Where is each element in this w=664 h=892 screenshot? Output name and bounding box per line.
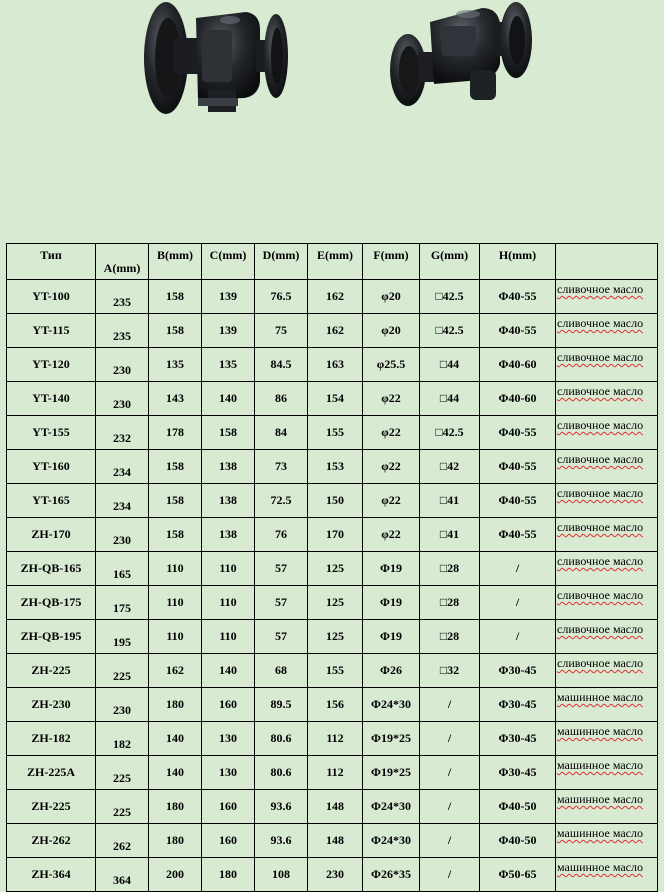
- cell-e: 162: [308, 314, 363, 348]
- table-row: [7, 858, 658, 892]
- cell-e: 148: [308, 824, 363, 858]
- cell-d: 76.5: [255, 280, 308, 314]
- cell-a: 232: [96, 416, 149, 450]
- product-photos: [0, 0, 664, 243]
- cell-a: 262: [96, 824, 149, 858]
- cell-c: 139: [202, 314, 255, 348]
- cell-b: 140: [149, 756, 202, 790]
- cell-f: φ22: [363, 382, 420, 416]
- header-d: D(mm): [255, 244, 308, 280]
- header-b: B(mm): [149, 244, 202, 280]
- header-f: F(mm): [363, 244, 420, 280]
- cell-b: 158: [149, 314, 202, 348]
- cell-f: Φ19: [363, 586, 420, 620]
- cell-g: □42.5: [420, 314, 480, 348]
- cell-type: ZH-170: [7, 518, 96, 552]
- cell-b: 178: [149, 416, 202, 450]
- cell-g: /: [420, 756, 480, 790]
- header-e: E(mm): [308, 244, 363, 280]
- table-row: [7, 348, 658, 382]
- cell-a: 234: [96, 484, 149, 518]
- cell-h: Φ40-50: [480, 824, 556, 858]
- cell-g: □41: [420, 484, 480, 518]
- table-row: [7, 688, 658, 722]
- cell-d: 75: [255, 314, 308, 348]
- cell-lubricant: [556, 824, 658, 858]
- lubricant-text: сливочное масло: [557, 486, 644, 500]
- cell-e: 163: [308, 348, 363, 382]
- cell-c: 130: [202, 756, 255, 790]
- cell-h: /: [480, 552, 556, 586]
- lubricant-text: сливочное масло: [557, 656, 644, 670]
- cell-e: 162: [308, 280, 363, 314]
- cell-h: Φ30-45: [480, 722, 556, 756]
- cell-lubricant: [556, 756, 658, 790]
- lubricant-text: сливочное масло: [557, 588, 644, 602]
- cell-a: 182: [96, 722, 149, 756]
- cell-a: 230: [96, 688, 149, 722]
- cell-lubricant: [556, 484, 658, 518]
- pump-photo-left: [138, 0, 298, 124]
- cell-e: 125: [308, 620, 363, 654]
- cell-b: 110: [149, 552, 202, 586]
- cell-c: 160: [202, 790, 255, 824]
- table-row: [7, 314, 658, 348]
- cell-type: ZH-364: [7, 858, 96, 892]
- cell-e: 125: [308, 586, 363, 620]
- cell-a: 175: [96, 586, 149, 620]
- cell-type: YT-115: [7, 314, 96, 348]
- cell-g: □32: [420, 654, 480, 688]
- cell-d: 93.6: [255, 824, 308, 858]
- cell-h: Φ40-55: [480, 314, 556, 348]
- lubricant-text: машинное масло: [557, 792, 643, 806]
- lubricant-text: сливочное масло: [557, 418, 644, 432]
- table-row: [7, 518, 658, 552]
- cell-a: 195: [96, 620, 149, 654]
- cell-g: /: [420, 858, 480, 892]
- lubricant-text: сливочное масло: [557, 622, 644, 636]
- cell-f: Φ26: [363, 654, 420, 688]
- cell-g: □42.5: [420, 416, 480, 450]
- table-row: [7, 416, 658, 450]
- cell-lubricant: [556, 858, 658, 892]
- cell-a: 165: [96, 552, 149, 586]
- cell-c: 110: [202, 620, 255, 654]
- cell-h: Φ30-45: [480, 688, 556, 722]
- cell-type: ZH-QB-165: [7, 552, 96, 586]
- cell-f: φ22: [363, 450, 420, 484]
- cell-b: 158: [149, 518, 202, 552]
- cell-type: ZH-182: [7, 722, 96, 756]
- cell-b: 180: [149, 688, 202, 722]
- cell-type: YT-100: [7, 280, 96, 314]
- cell-d: 72.5: [255, 484, 308, 518]
- cell-lubricant: [556, 314, 658, 348]
- cell-d: 57: [255, 586, 308, 620]
- cell-type: YT-120: [7, 348, 96, 382]
- cell-lubricant: [556, 552, 658, 586]
- cell-type: ZH-225: [7, 654, 96, 688]
- cell-type: YT-140: [7, 382, 96, 416]
- cell-lubricant: [556, 654, 658, 688]
- cell-b: 135: [149, 348, 202, 382]
- cell-b: 110: [149, 586, 202, 620]
- cell-a: 364: [96, 858, 149, 892]
- table-row: [7, 620, 658, 654]
- cell-e: 154: [308, 382, 363, 416]
- cell-a: 230: [96, 348, 149, 382]
- cell-h: Φ40-55: [480, 518, 556, 552]
- cell-a: 234: [96, 450, 149, 484]
- cell-g: □42: [420, 450, 480, 484]
- table-header-row: [7, 244, 658, 280]
- cell-f: φ20: [363, 280, 420, 314]
- cell-h: Φ50-65: [480, 858, 556, 892]
- cell-h: Φ40-60: [480, 348, 556, 382]
- cell-g: □41: [420, 518, 480, 552]
- cell-a: 235: [96, 280, 149, 314]
- table-row: [7, 790, 658, 824]
- cell-g: □28: [420, 586, 480, 620]
- pump-photo-right: [382, 0, 538, 112]
- cell-h: Φ30-45: [480, 654, 556, 688]
- lubricant-text: сливочное масло: [557, 452, 644, 466]
- cell-h: /: [480, 620, 556, 654]
- cell-c: 110: [202, 586, 255, 620]
- cell-d: 80.6: [255, 722, 308, 756]
- header-type: Тип: [7, 244, 96, 280]
- cell-type: YT-160: [7, 450, 96, 484]
- cell-h: Φ40-60: [480, 382, 556, 416]
- table-row: [7, 382, 658, 416]
- cell-f: Φ19*25: [363, 756, 420, 790]
- cell-lubricant: [556, 722, 658, 756]
- cell-c: 180: [202, 858, 255, 892]
- lubricant-text: сливочное масло: [557, 554, 644, 568]
- cell-c: 110: [202, 552, 255, 586]
- cell-lubricant: [556, 450, 658, 484]
- cell-e: 153: [308, 450, 363, 484]
- cell-type: ZH-230: [7, 688, 96, 722]
- cell-f: Φ24*30: [363, 824, 420, 858]
- cell-c: 160: [202, 824, 255, 858]
- cell-d: 80.6: [255, 756, 308, 790]
- cell-f: φ22: [363, 416, 420, 450]
- cell-a: 230: [96, 382, 149, 416]
- cell-h: Φ40-50: [480, 790, 556, 824]
- lubricant-text: сливочное масло: [557, 520, 644, 534]
- table-row: [7, 824, 658, 858]
- cell-h: Φ40-55: [480, 450, 556, 484]
- cell-a: 230: [96, 518, 149, 552]
- cell-f: Φ19: [363, 552, 420, 586]
- cell-d: 93.6: [255, 790, 308, 824]
- spec-table: [6, 243, 658, 892]
- cell-g: □44: [420, 348, 480, 382]
- header-g: G(mm): [420, 244, 480, 280]
- cell-f: φ22: [363, 518, 420, 552]
- cell-a: 225: [96, 790, 149, 824]
- cell-c: 139: [202, 280, 255, 314]
- cell-c: 138: [202, 450, 255, 484]
- cell-lubricant: [556, 586, 658, 620]
- lubricant-text: сливочное масло: [557, 316, 644, 330]
- cell-g: /: [420, 722, 480, 756]
- table-row: [7, 654, 658, 688]
- cell-e: 148: [308, 790, 363, 824]
- lubricant-text: машинное масло: [557, 758, 643, 772]
- cell-b: 158: [149, 450, 202, 484]
- cell-e: 230: [308, 858, 363, 892]
- cell-h: Φ40-55: [480, 416, 556, 450]
- cell-lubricant: [556, 790, 658, 824]
- cell-c: 130: [202, 722, 255, 756]
- table-row: [7, 722, 658, 756]
- lubricant-text: сливочное масло: [557, 350, 644, 364]
- cell-g: □28: [420, 552, 480, 586]
- cell-lubricant: [556, 620, 658, 654]
- cell-b: 180: [149, 790, 202, 824]
- cell-f: Φ24*30: [363, 790, 420, 824]
- cell-c: 160: [202, 688, 255, 722]
- cell-b: 200: [149, 858, 202, 892]
- cell-g: /: [420, 688, 480, 722]
- cell-f: Φ26*35: [363, 858, 420, 892]
- cell-c: 158: [202, 416, 255, 450]
- table-row: [7, 552, 658, 586]
- lubricant-text: машинное масло: [557, 826, 643, 840]
- cell-f: φ22: [363, 484, 420, 518]
- cell-e: 155: [308, 654, 363, 688]
- cell-e: 170: [308, 518, 363, 552]
- cell-g: /: [420, 790, 480, 824]
- cell-f: φ25.5: [363, 348, 420, 382]
- cell-c: 138: [202, 518, 255, 552]
- cell-a: 225: [96, 654, 149, 688]
- cell-b: 180: [149, 824, 202, 858]
- table-row: [7, 756, 658, 790]
- cell-g: □28: [420, 620, 480, 654]
- cell-f: Φ24*30: [363, 688, 420, 722]
- cell-b: 158: [149, 280, 202, 314]
- cell-f: Φ19*25: [363, 722, 420, 756]
- cell-type: ZH-262: [7, 824, 96, 858]
- cell-lubricant: [556, 688, 658, 722]
- table-row: [7, 586, 658, 620]
- cell-e: 155: [308, 416, 363, 450]
- cell-d: 68: [255, 654, 308, 688]
- cell-c: 135: [202, 348, 255, 382]
- cell-d: 76: [255, 518, 308, 552]
- table-row: [7, 484, 658, 518]
- cell-b: 158: [149, 484, 202, 518]
- cell-c: 140: [202, 654, 255, 688]
- cell-d: 84.5: [255, 348, 308, 382]
- cell-b: 140: [149, 722, 202, 756]
- cell-b: 162: [149, 654, 202, 688]
- cell-lubricant: [556, 416, 658, 450]
- cell-lubricant: [556, 280, 658, 314]
- cell-b: 110: [149, 620, 202, 654]
- cell-c: 138: [202, 484, 255, 518]
- lubricant-text: сливочное масло: [557, 384, 644, 398]
- cell-d: 86: [255, 382, 308, 416]
- cell-a: 235: [96, 314, 149, 348]
- lubricant-text: машинное масло: [557, 860, 643, 874]
- header-c: C(mm): [202, 244, 255, 280]
- lubricant-text: машинное масло: [557, 690, 643, 704]
- cell-type: ZH-QB-195: [7, 620, 96, 654]
- cell-d: 84: [255, 416, 308, 450]
- cell-e: 112: [308, 756, 363, 790]
- cell-h: /: [480, 586, 556, 620]
- cell-d: 108: [255, 858, 308, 892]
- cell-d: 57: [255, 620, 308, 654]
- cell-a: 225: [96, 756, 149, 790]
- cell-g: □44: [420, 382, 480, 416]
- table-row: [7, 450, 658, 484]
- cell-h: Φ40-55: [480, 484, 556, 518]
- lubricant-text: машинное масло: [557, 724, 643, 738]
- lubricant-text: сливочное масло: [557, 282, 644, 296]
- header-lubricant: [556, 244, 658, 280]
- cell-type: ZH-225: [7, 790, 96, 824]
- cell-d: 57: [255, 552, 308, 586]
- cell-e: 150: [308, 484, 363, 518]
- cell-e: 125: [308, 552, 363, 586]
- cell-lubricant: [556, 348, 658, 382]
- cell-g: □42.5: [420, 280, 480, 314]
- cell-b: 143: [149, 382, 202, 416]
- cell-type: ZH-225A: [7, 756, 96, 790]
- cell-h: Φ30-45: [480, 756, 556, 790]
- cell-g: /: [420, 824, 480, 858]
- table-row: [7, 280, 658, 314]
- cell-e: 112: [308, 722, 363, 756]
- cell-lubricant: [556, 518, 658, 552]
- cell-type: YT-165: [7, 484, 96, 518]
- header-h: H(mm): [480, 244, 556, 280]
- cell-f: φ20: [363, 314, 420, 348]
- cell-type: ZH-QB-175: [7, 586, 96, 620]
- cell-lubricant: [556, 382, 658, 416]
- cell-d: 89.5: [255, 688, 308, 722]
- cell-d: 73: [255, 450, 308, 484]
- header-a: A(mm): [96, 244, 149, 280]
- cell-e: 156: [308, 688, 363, 722]
- cell-type: YT-155: [7, 416, 96, 450]
- cell-h: Φ40-55: [480, 280, 556, 314]
- cell-f: Φ19: [363, 620, 420, 654]
- cell-c: 140: [202, 382, 255, 416]
